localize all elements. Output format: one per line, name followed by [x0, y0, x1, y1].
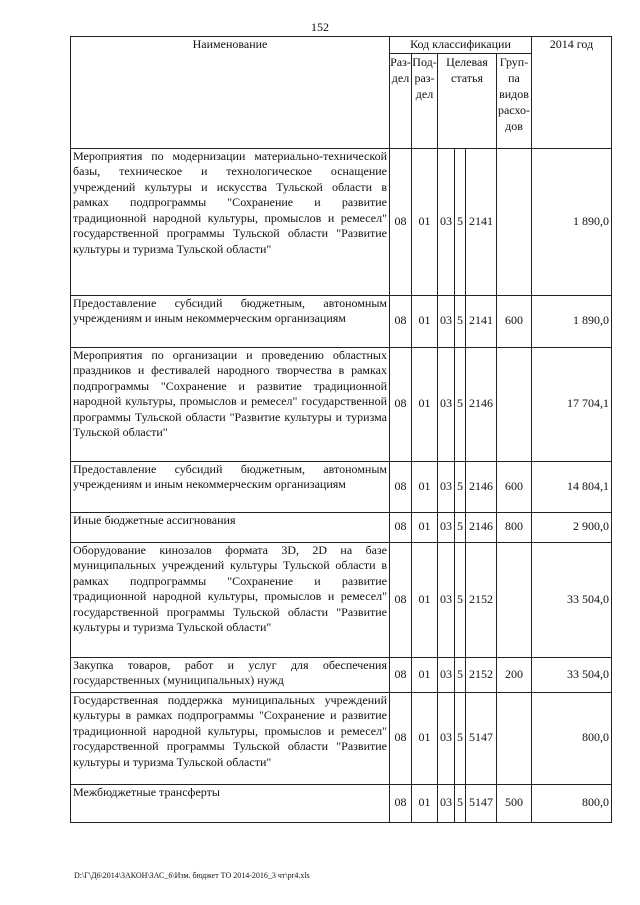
row-cs1: 03	[438, 657, 455, 692]
row-cs3: 2146	[466, 461, 497, 512]
page-number: 152	[311, 20, 329, 34]
row-cs2: 5	[455, 657, 466, 692]
row-cs2: 5	[455, 148, 466, 295]
row-vid	[497, 347, 532, 461]
row-podrazdel: 01	[412, 657, 438, 692]
row-name: Межбюджетные трансферты	[71, 784, 390, 822]
row-razdel: 08	[390, 512, 412, 542]
row-name: Закупка товаров, работ и услуг для обеспечения государственных (муниципальных) нужд	[71, 657, 390, 692]
row-razdel: 08	[390, 542, 412, 657]
row-razdel: 08	[390, 784, 412, 822]
row-amount: 1 890,0	[532, 295, 612, 347]
row-vid	[497, 148, 532, 295]
row-cs3: 2141	[466, 295, 497, 347]
row-amount: 33 504,0	[532, 657, 612, 692]
row-cs1: 03	[438, 295, 455, 347]
row-name: Мероприятия по организации и проведению областных праздников и фестивалей народного творчества в рамках подпрограммы "Сохранение и развитие традиционной народной культуры, промыслов и ремесел" государственной программы Тульской области "Развитие культуры и туризма Тульской области"	[71, 347, 390, 461]
row-vid: 800	[497, 512, 532, 542]
table-row	[71, 692, 612, 784]
row-amount: 2 900,0	[532, 512, 612, 542]
row-cs1: 03	[438, 542, 455, 657]
row-podrazdel: 01	[412, 148, 438, 295]
row-cs3: 5147	[466, 692, 497, 784]
row-cs1: 03	[438, 148, 455, 295]
row-amount: 800,0	[532, 692, 612, 784]
row-cs2: 5	[455, 692, 466, 784]
row-podrazdel: 01	[412, 692, 438, 784]
row-podrazdel: 01	[412, 784, 438, 822]
row-cs3: 2146	[466, 347, 497, 461]
row-cs1: 03	[438, 692, 455, 784]
header-classification: Код классификации	[390, 37, 532, 54]
row-cs1: 03	[438, 512, 455, 542]
table-row	[71, 542, 612, 657]
row-vid: 600	[497, 461, 532, 512]
row-amount: 14 804,1	[532, 461, 612, 512]
row-amount: 17 704,1	[532, 347, 612, 461]
row-podrazdel: 01	[412, 512, 438, 542]
table-row	[71, 657, 612, 692]
row-podrazdel: 01	[412, 295, 438, 347]
row-cs2: 5	[455, 295, 466, 347]
row-cs3: 2152	[466, 542, 497, 657]
row-vid: 500	[497, 784, 532, 822]
row-vid	[497, 542, 532, 657]
row-cs2: 5	[455, 512, 466, 542]
table-row	[71, 148, 612, 295]
row-vid: 200	[497, 657, 532, 692]
table-row	[71, 295, 612, 347]
table-row	[71, 512, 612, 542]
row-razdel: 08	[390, 295, 412, 347]
row-amount: 800,0	[532, 784, 612, 822]
header-section: Раз-дел	[390, 53, 412, 148]
row-razdel: 08	[390, 347, 412, 461]
budget-table	[70, 36, 612, 823]
row-cs1: 03	[438, 784, 455, 822]
row-cs3: 5147	[466, 784, 497, 822]
row-razdel: 08	[390, 692, 412, 784]
row-name: Государственная поддержка муниципальных учреждений культуры в рамках подпрограммы "Сохранение и развитие традиционной народной культуры, промыслов и ремесел" государственной программы Тульской области "Развитие культуры и туризма Тульской области"	[71, 692, 390, 784]
row-podrazdel: 01	[412, 347, 438, 461]
row-cs2: 5	[455, 347, 466, 461]
row-razdel: 08	[390, 657, 412, 692]
row-cs2: 5	[455, 461, 466, 512]
row-cs1: 03	[438, 347, 455, 461]
header-year: 2014 год	[532, 37, 612, 149]
row-podrazdel: 01	[412, 461, 438, 512]
row-amount: 1 890,0	[532, 148, 612, 295]
row-vid: 600	[497, 295, 532, 347]
row-name: Предоставление субсидий бюджетным, автономным учреждениям и иным некоммерческим организациям	[71, 295, 390, 347]
footer-file-path: D:\Г\Д6\2014\ЗАКОН\ЗАС_6\Изм. бюджет ТО 2014-2016_3 чт\pr4.xls	[74, 871, 310, 880]
row-cs2: 5	[455, 542, 466, 657]
row-vid	[497, 692, 532, 784]
row-cs3: 2141	[466, 148, 497, 295]
row-name: Предоставление субсидий бюджетным, автономным учреждениям и иным некоммерческим организациям	[71, 461, 390, 512]
header-expense-group: Груп-па видов расхо-дов	[497, 53, 532, 148]
table-row	[71, 784, 612, 822]
table-row	[71, 461, 612, 512]
header-row-1	[71, 37, 612, 54]
row-razdel: 08	[390, 461, 412, 512]
row-cs2: 5	[455, 784, 466, 822]
row-podrazdel: 01	[412, 542, 438, 657]
header-target-article: Целевая статья	[438, 53, 497, 148]
row-cs1: 03	[438, 461, 455, 512]
header-name: Наименование	[71, 37, 390, 149]
row-name: Оборудование кинозалов формата 3D, 2D на базе муниципальных учреждений культуры Тульской области в рамках подпрограммы "Сохранение и развитие традиционной народной культуры, промыслов и ремесел" государственной программы Тульской области "Развитие культуры и туризма Тульской области"	[71, 542, 390, 657]
row-name: Иные бюджетные ассигнования	[71, 512, 390, 542]
row-amount: 33 504,0	[532, 542, 612, 657]
table-row	[71, 347, 612, 461]
header-subsection: Под-раз-дел	[412, 53, 438, 148]
row-name: Мероприятия по модернизации материально-технической базы, техническое и технологическое оснащение учреждений культуры и искусства Тульской области в рамках подпрограммы "Сохранение и развитие традиционной народной культуры, промыслов и ремесел" государственной программы Тульской области "Развитие культуры и туризма Тульской области"	[71, 148, 390, 295]
row-cs3: 2152	[466, 657, 497, 692]
row-razdel: 08	[390, 148, 412, 295]
row-cs3: 2146	[466, 512, 497, 542]
